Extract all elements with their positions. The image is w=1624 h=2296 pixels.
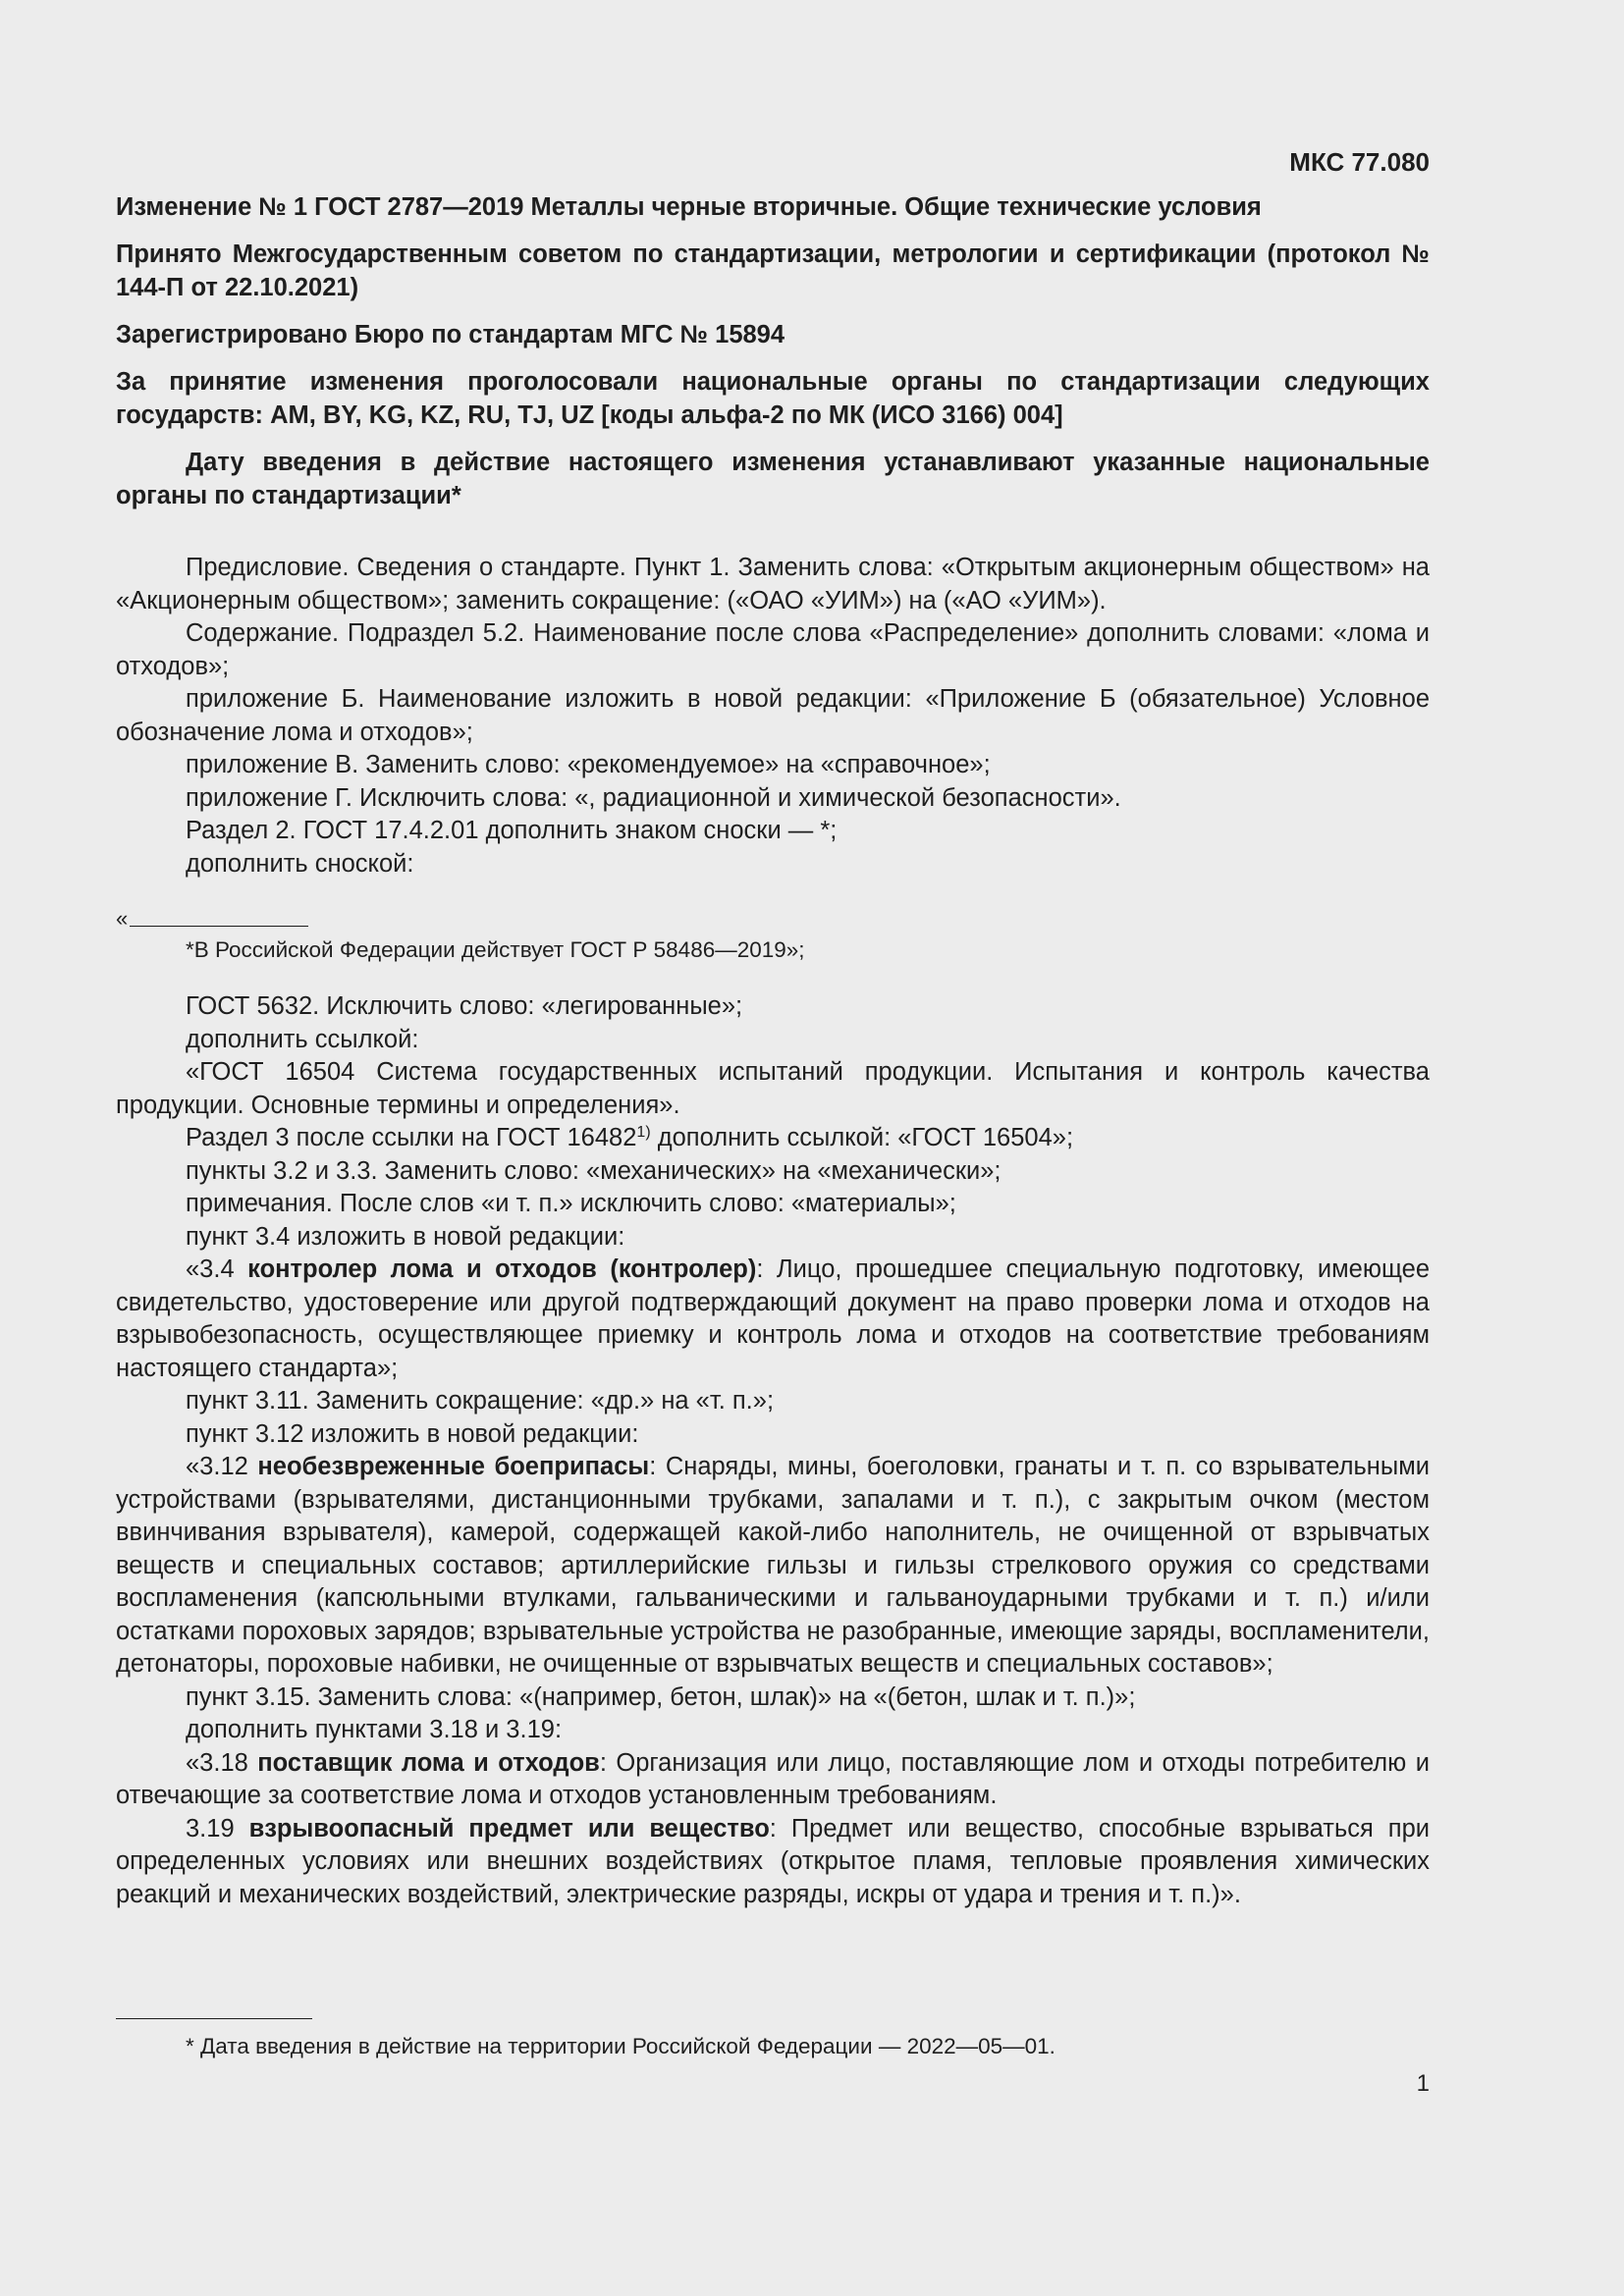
registration-statement: Зарегистрировано Бюро по стандартам МГС № 15894 xyxy=(116,321,785,348)
paragraph-gost-5632: ГОСТ 5632. Исключить слово: «легированные»; xyxy=(186,992,743,1020)
paragraph-item-3-11: пункт 3.11. Заменить сокращение: «др.» на «т. п.»; xyxy=(186,1387,775,1415)
paragraph-notes: примечания. После слов «и т. п.» исключить слово: «материалы»; xyxy=(186,1190,956,1217)
paragraph-item-3-12-intro: пункт 3.12 изложить в новой редакции: xyxy=(186,1419,639,1448)
paragraph-item-3-4 xyxy=(116,1254,1430,1385)
paragraph-gost-16504: «ГОСТ 16504 Система государственных испытаний продукции. Испытания и контроль качества продукции. Основные термины и определения». xyxy=(116,1058,1430,1119)
page-footnote: * Дата введения в действие на территории Российской Федерации — 2022—05—01. xyxy=(186,2034,1056,2058)
footnote-marker: 1) xyxy=(636,1124,651,1141)
section-3-text-b: дополнить ссылкой: «ГОСТ 16504»; xyxy=(650,1124,1074,1151)
paragraph-item-3-18 xyxy=(116,1747,1430,1813)
paragraph-item-3-12 xyxy=(116,1451,1430,1682)
item-3-12-number: «3.12 xyxy=(186,1453,258,1480)
paragraph-preface: Предисловие. Сведения о стандарте. Пункт 1. Заменить слова: «Открытым акционерным обществом» на «Акционерным обществом»; заменить сокращение: («ОАО «УИМ») на («АО «УИМ»). xyxy=(116,554,1430,614)
paragraph-section-2: Раздел 2. ГОСТ 17.4.2.01 дополнить знаком сноски — *; xyxy=(186,817,838,844)
voting-statement: За принятие изменения проголосовали национальные органы по стандартизации следующих государств: AM, BY, KG, KZ, RU, TJ, UZ [коды альфа-2 по МК (ИСО 3166) 004] xyxy=(116,368,1430,429)
item-3-4-number: «3.4 xyxy=(186,1255,248,1283)
amendment-body xyxy=(116,552,1430,1911)
amendment-body-continued xyxy=(116,990,1430,1911)
item-3-12-term: необезвреженные боеприпасы xyxy=(257,1453,650,1480)
inner-footnote: *В Российской Федерации действует ГОСТ Р 58486—2019»; xyxy=(186,937,805,962)
adopted-statement: Принято Межгосударственным советом по стандартизации, метрологии и сертификации (протокол № 144-П от 22.10.2021) xyxy=(116,240,1430,301)
item-3-18-number: «3.18 xyxy=(186,1748,258,1777)
document-page xyxy=(116,145,1430,1911)
item-3-19-number: 3.19 xyxy=(186,1814,249,1842)
mks-code: МКС 77.080 xyxy=(1289,147,1430,177)
quote-open: « xyxy=(116,906,129,931)
page-number: 1 xyxy=(1416,2070,1430,2097)
paragraph-annex-b: приложение Б. Наименование изложить в новой редакции: «Приложение Б (обязательное) Условное обозначение лома и отходов»; xyxy=(116,685,1430,746)
paragraph-contents: Содержание. Подраздел 5.2. Наименование после слова «Распределение» дополнить словами: «лома и отходов»; xyxy=(116,619,1430,680)
item-3-18-term: поставщик лома и отходов xyxy=(257,1748,600,1777)
paragraph-item-3-4-intro: пункт 3.4 изложить в новой редакции: xyxy=(186,1222,625,1251)
paragraph-add-reference: дополнить ссылкой: xyxy=(186,1025,419,1053)
item-3-19-definition: : Предмет или вещество, способные взрываться при определенных условиях или внешних воздействиях (открытое пламя, тепловые проявления химических реакций и механических воздействий, электрические разряды, искры от удара и трения и т. п.)». xyxy=(116,1814,1430,1908)
footnote-divider xyxy=(130,926,308,927)
document-title: Изменение № 1 ГОСТ 2787—2019 Металлы черные вторичные. Общие технические условия xyxy=(116,193,1262,221)
paragraph-items-3-2-3-3: пункты 3.2 и 3.3. Заменить слово: «механических» на «механически»; xyxy=(186,1156,1001,1185)
item-3-18-definition: : Организация или лицо, поставляющие лом и отходы потребителю и отвечающие за соответствие лома и отходов установленным требованиям. xyxy=(116,1748,1430,1809)
paragraph-add-footnote: дополнить сноской: xyxy=(186,849,414,878)
paragraph-annex-v: приложение В. Заменить слово: «рекомендуемое» на «справочное»; xyxy=(186,751,991,778)
paragraph-section-3 xyxy=(116,1122,1430,1155)
item-3-19-term: взрывоопасный предмет или вещество xyxy=(248,1814,770,1842)
item-3-4-term: контролер лома и отходов (контролер) xyxy=(247,1255,757,1283)
effective-date-statement: Дату введения в действие настоящего изменения устанавливают указанные национальные органы по стандартизации* xyxy=(116,449,1430,509)
quoted-footnote-rule xyxy=(116,906,1430,930)
page-footnote-divider xyxy=(116,2018,312,2019)
item-3-4-definition: : Лицо, прошедшее специальную подготовку, имеющее свидетельство, удостоверение или другой подтверждающий документ на право проверки лома и отходов на взрывобезопасность, осуществляющее приемку и контроль лома и отходов на соответствие требованиям настоящего стандарта»; xyxy=(116,1255,1431,1382)
paragraph-add-items: дополнить пунктами 3.18 и 3.19: xyxy=(186,1716,563,1743)
paragraph-item-3-19 xyxy=(116,1813,1430,1912)
item-3-12-definition: : Снаряды, мины, боеголовки, гранаты и т. п. со взрывательными устройствами (взрывателями, дистанционными трубками, запалами и т. п.), с закрытым очком (местом ввинчивания взрывателя), камерой, содержащей какой-либо наполнитель, не очищенной от взрывчатых веществ и специальных составов; артиллерийские гильзы и гильзы стрелкового оружия со средствами воспламенения (капсюльными втулками, гальваническими и гальваноударными трубками и т. п.) и/или остатками пороховых зарядов; взрывательные устройства не разобранные, имеющие заряды, воспламенители, детонаторы, пороховые набивки, не очищенные от взрывчатых веществ и специальных составов»; xyxy=(116,1453,1430,1678)
paragraph-annex-g: приложение Г. Исключить слова: «, радиационной и химической безопасности». xyxy=(186,783,1121,812)
section-3-text-a: Раздел 3 после ссылки на ГОСТ 16482 xyxy=(186,1124,637,1151)
paragraph-item-3-15: пункт 3.15. Заменить слова: «(например, бетон, шлак)» на «(бетон, шлак и т. п.)»; xyxy=(186,1682,1136,1711)
